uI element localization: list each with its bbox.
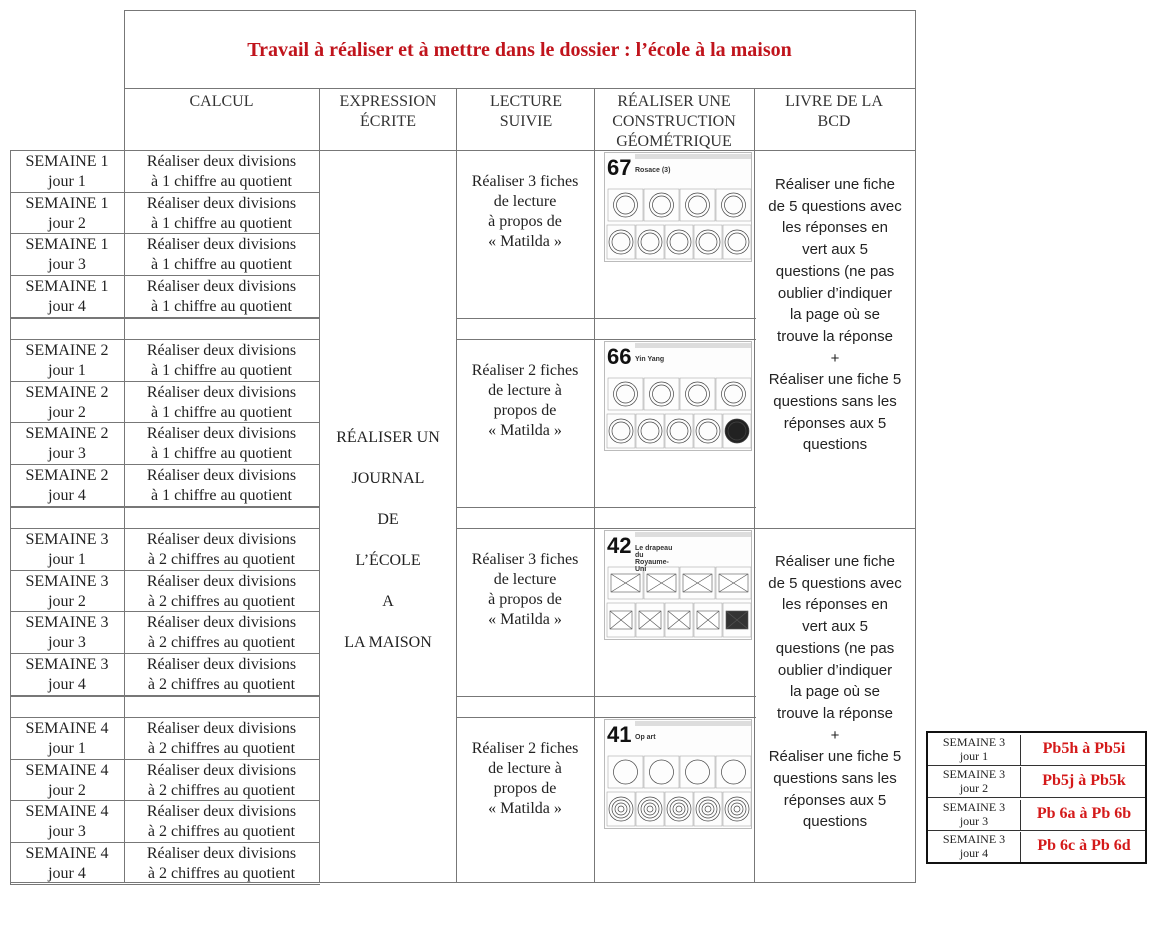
lecture-line: Réaliser 3 fiches (471, 551, 579, 568)
grid-line (10, 339, 320, 340)
week-label: SEMAINE 4 (25, 762, 109, 779)
calcul-task (124, 613, 319, 653)
pb-range: Pb5j à Pb5k (1042, 772, 1126, 790)
grid-line (456, 717, 755, 718)
day-label (10, 341, 124, 381)
side-table-row (928, 733, 1145, 766)
lecture-line: propos de (493, 780, 557, 797)
week-label: SEMAINE 4 (25, 845, 109, 862)
page-title: Travail à réaliser et à mettre dans le dossier : l’école à la maison (247, 39, 792, 61)
week-label: SEMAINE 1 (25, 195, 109, 212)
week-label: SEMAINE 2 (25, 467, 109, 484)
calcul-task (124, 572, 319, 612)
livre-line: les réponses en (782, 596, 888, 614)
day-label (10, 277, 124, 317)
day-label (10, 844, 124, 884)
side-table-row (928, 765, 1145, 798)
expression-line: A (382, 593, 394, 610)
week-label: SEMAINE 1 (25, 153, 109, 170)
week-label: SEMAINE 3 (942, 735, 1006, 749)
jour-label: jour 1 (48, 740, 86, 757)
fiche-thumbnail (604, 719, 752, 829)
calcul-task (124, 341, 319, 381)
lecture-line: Réaliser 3 fiches (471, 173, 579, 190)
lecture-line: propos de (493, 402, 557, 419)
livre-line: questions sans les (773, 393, 897, 411)
week-label: SEMAINE 2 (25, 342, 109, 359)
day-label (10, 194, 124, 234)
task-line: à 2 chiffres au quotient (147, 823, 296, 840)
week-label: SEMAINE 3 (942, 767, 1006, 782)
calcul-task (124, 235, 319, 275)
week-label: SEMAINE 2 (25, 425, 109, 442)
jour-label: jour 4 (48, 676, 86, 693)
week-label: SEMAINE 4 (25, 803, 109, 820)
grid-line (10, 717, 320, 718)
fiche-thumbnail (604, 152, 752, 262)
lecture-cell (456, 550, 594, 630)
pb-range: Pb5h à Pb5i (1042, 740, 1126, 757)
calcul-task (124, 530, 319, 570)
task-line: Réaliser deux divisions (146, 531, 297, 548)
calcul-task (124, 655, 319, 695)
day-label (10, 235, 124, 275)
task-line: Réaliser deux divisions (146, 656, 297, 673)
fiche-title: Rosace (3) (635, 167, 671, 174)
pb-range: Pb 6c à Pb 6d (1037, 836, 1131, 854)
day-label (10, 719, 124, 759)
task-line: Réaliser deux divisions (146, 384, 297, 401)
calcul-task (124, 802, 319, 842)
livre-line: questions (802, 813, 868, 831)
calcul-task (124, 424, 319, 464)
side-table-row (928, 798, 1145, 831)
grid-line (594, 88, 595, 883)
week-label: SEMAINE 4 (25, 720, 109, 737)
jour-label: jour 1 (959, 749, 989, 763)
livre-line: questions sans les (773, 770, 897, 788)
grid-line (10, 570, 320, 571)
livre-cell-1 (756, 174, 914, 456)
day-label (10, 152, 124, 192)
livre-line: Réaliser une fiche 5 (768, 371, 902, 389)
fiche-thumbnail (604, 530, 752, 640)
side-day-label (928, 735, 1021, 765)
calcul-task (124, 277, 319, 317)
task-line: à 1 chiffre au quotient (151, 215, 292, 232)
livre-line: Réaliser une fiche (774, 176, 896, 193)
lecture-cell (456, 739, 594, 819)
livre-line: la page où se (789, 683, 881, 701)
day-label (10, 424, 124, 464)
grid-line (10, 759, 320, 760)
fiche-title: Le drapeau du Royaume-Uni (635, 545, 673, 573)
fiche-number: 66 (607, 344, 632, 369)
day-label (10, 802, 124, 842)
expression-line: DE (377, 511, 399, 528)
task-line: à 1 chiffre au quotient (151, 256, 292, 273)
lecture-line: « Matilda » (488, 422, 562, 439)
task-line: à 1 chiffre au quotient (151, 362, 292, 379)
livre-line: de 5 questions avec (768, 574, 902, 592)
jour-label: jour 2 (48, 782, 86, 799)
grid-line (10, 318, 11, 339)
header-livre: LIVRE DE LA BCD (785, 93, 883, 130)
jour-label: jour 2 (48, 215, 86, 232)
task-line: Réaliser deux divisions (146, 720, 297, 737)
calcul-task (124, 761, 319, 801)
task-line: Réaliser deux divisions (146, 342, 297, 359)
jour-label: jour 1 (48, 551, 86, 568)
jour-label: jour 4 (48, 865, 86, 882)
day-label (10, 655, 124, 695)
task-line: à 2 chiffres au quotient (147, 634, 296, 651)
expression-cell (320, 428, 456, 674)
livre-line: vert aux 5 (802, 618, 868, 636)
task-line: à 2 chiffres au quotient (147, 865, 296, 882)
task-line: Réaliser deux divisions (146, 762, 297, 779)
task-line: à 1 chiffre au quotient (151, 404, 292, 421)
calcul-task (124, 383, 319, 423)
grid-line (10, 464, 320, 465)
lecture-cell (456, 172, 594, 252)
livre-line: de 5 questions avec (768, 197, 902, 215)
fiche-number: 42 (607, 533, 632, 558)
livre-line: questions (802, 436, 868, 454)
livre-line: la page où se (789, 306, 881, 324)
task-line: Réaliser deux divisions (146, 845, 297, 862)
jour-label: jour 3 (48, 634, 86, 651)
task-line: à 1 chiffre au quotient (151, 298, 292, 315)
task-line: Réaliser deux divisions (146, 236, 297, 253)
grid-line (10, 150, 320, 151)
expression-line: JOURNAL (351, 470, 425, 487)
lecture-line: à propos de (488, 591, 562, 608)
grid-line (10, 275, 320, 276)
livre-line: vert aux 5 (802, 241, 868, 259)
expression-line: LA MAISON (344, 634, 432, 651)
grid-line (456, 339, 755, 340)
livre-line: + (830, 726, 840, 744)
task-line: Réaliser deux divisions (146, 614, 297, 631)
side-day-label (928, 832, 1021, 862)
jour-label: jour 4 (959, 845, 989, 860)
task-line: à 2 chiffres au quotient (147, 593, 296, 610)
pb-range: Pb 6a à Pb 6b (1036, 804, 1132, 822)
lecture-line: de lecture (493, 193, 557, 210)
side-table-row (928, 830, 1145, 862)
grid-line (10, 507, 320, 508)
jour-label: jour 1 (48, 362, 86, 379)
livre-line: réponses aux 5 (783, 414, 887, 432)
livre-line: Réaliser une fiche (774, 553, 896, 570)
livre-cell-2 (756, 551, 914, 833)
grid-line (754, 88, 755, 883)
expression-line: L’ÉCOLE (355, 552, 421, 569)
task-line: Réaliser deux divisions (146, 573, 297, 590)
task-line: Réaliser deux divisions (146, 425, 297, 442)
task-line: Réaliser deux divisions (146, 195, 297, 212)
lecture-line: de lecture à (488, 760, 562, 777)
jour-label: jour 3 (959, 813, 989, 828)
day-label (10, 761, 124, 801)
day-label (10, 613, 124, 653)
grid-line (10, 842, 320, 843)
task-line: Réaliser deux divisions (146, 278, 297, 295)
calcul-task (124, 466, 319, 506)
jour-label: jour 2 (48, 593, 86, 610)
task-line: Réaliser deux divisions (146, 153, 297, 170)
grid-line (456, 318, 755, 319)
grid-line (10, 381, 320, 382)
expression-line: RÉALISER UN (336, 429, 440, 446)
header-calcul: CALCUL (189, 93, 254, 110)
lecture-line: Réaliser 2 fiches (471, 362, 579, 379)
day-label (10, 466, 124, 506)
grid-line (456, 696, 755, 697)
grid-line (10, 696, 11, 717)
side-table (926, 731, 1147, 864)
grid-line (10, 507, 11, 528)
task-line: Réaliser deux divisions (146, 467, 297, 484)
lecture-line: de lecture à (488, 382, 562, 399)
fiche-title: Yin Yang (635, 356, 665, 363)
livre-line: oublier d’indiquer (777, 284, 893, 302)
task-line: à 2 chiffres au quotient (147, 740, 296, 757)
livre-line: Réaliser une fiche 5 (768, 748, 902, 766)
grid-line (10, 318, 320, 319)
grid-line (10, 884, 320, 885)
grid-line (124, 88, 916, 89)
task-line: à 1 chiffre au quotient (151, 173, 292, 190)
jour-label: jour 2 (48, 404, 86, 421)
week-label: SEMAINE 3 (25, 614, 109, 631)
task-line: à 2 chiffres au quotient (147, 782, 296, 799)
week-label: SEMAINE 3 (25, 656, 109, 673)
grid-line (10, 653, 320, 654)
lecture-line: de lecture (493, 571, 557, 588)
livre-line: questions (ne pas (775, 262, 895, 280)
lecture-line: « Matilda » (488, 611, 562, 628)
calcul-task (124, 152, 319, 192)
jour-label: jour 3 (48, 256, 86, 273)
livre-line: + (830, 349, 840, 367)
jour-label: jour 3 (48, 445, 86, 462)
lecture-line: à propos de (488, 213, 562, 230)
grid-line (10, 192, 320, 193)
grid-line (456, 507, 755, 508)
header-geometrie: RÉALISER UNE CONSTRUCTION GÉOMÉTRIQUE (612, 93, 736, 150)
week-label: SEMAINE 2 (25, 384, 109, 401)
grid-line (124, 10, 916, 11)
calcul-task (124, 719, 319, 759)
fiche-number: 67 (607, 155, 632, 180)
grid-line (915, 10, 916, 883)
week-label: SEMAINE 3 (942, 799, 1006, 814)
day-label (10, 383, 124, 423)
side-day-label (928, 800, 1021, 830)
day-label (10, 572, 124, 612)
jour-label: jour 4 (48, 487, 86, 504)
jour-label: jour 3 (48, 823, 86, 840)
calcul-task (124, 844, 319, 884)
task-line: à 1 chiffre au quotient (151, 487, 292, 504)
grid-line (456, 528, 755, 529)
lecture-line: « Matilda » (488, 233, 562, 250)
livre-line: trouve la réponse (777, 327, 893, 345)
lecture-cell (456, 361, 594, 441)
grid-line (10, 528, 320, 529)
fiche-thumbnail (604, 341, 752, 451)
jour-label: jour 2 (959, 781, 989, 796)
task-line: Réaliser deux divisions (146, 803, 297, 820)
header-expression: EXPRESSION ÉCRITE (339, 93, 437, 130)
week-label: SEMAINE 1 (25, 236, 109, 253)
task-line: à 2 chiffres au quotient (147, 676, 296, 693)
livre-line: questions (ne pas (775, 639, 895, 657)
header-lecture: LECTURE SUIVIE (490, 93, 562, 130)
grid-line (754, 528, 916, 529)
fiche-title: Op art (635, 734, 656, 741)
jour-label: jour 1 (48, 173, 86, 190)
day-label (10, 530, 124, 570)
task-line: à 1 chiffre au quotient (151, 445, 292, 462)
livre-line: les réponses en (782, 219, 888, 237)
week-label: SEMAINE 3 (942, 831, 1006, 846)
side-day-label (928, 767, 1021, 797)
week-label: SEMAINE 3 (25, 531, 109, 548)
week-label: SEMAINE 1 (25, 278, 109, 295)
grid-line (456, 150, 755, 151)
calcul-task (124, 194, 319, 234)
lecture-line: Réaliser 2 fiches (471, 740, 579, 757)
task-line: à 2 chiffres au quotient (147, 551, 296, 568)
jour-label: jour 4 (48, 298, 86, 315)
livre-line: oublier d’indiquer (777, 661, 893, 679)
week-label: SEMAINE 3 (25, 573, 109, 590)
livre-line: réponses aux 5 (783, 791, 887, 809)
fiche-number: 41 (607, 722, 632, 747)
grid-line (10, 696, 320, 697)
lecture-line: « Matilda » (488, 800, 562, 817)
livre-line: trouve la réponse (777, 704, 893, 722)
